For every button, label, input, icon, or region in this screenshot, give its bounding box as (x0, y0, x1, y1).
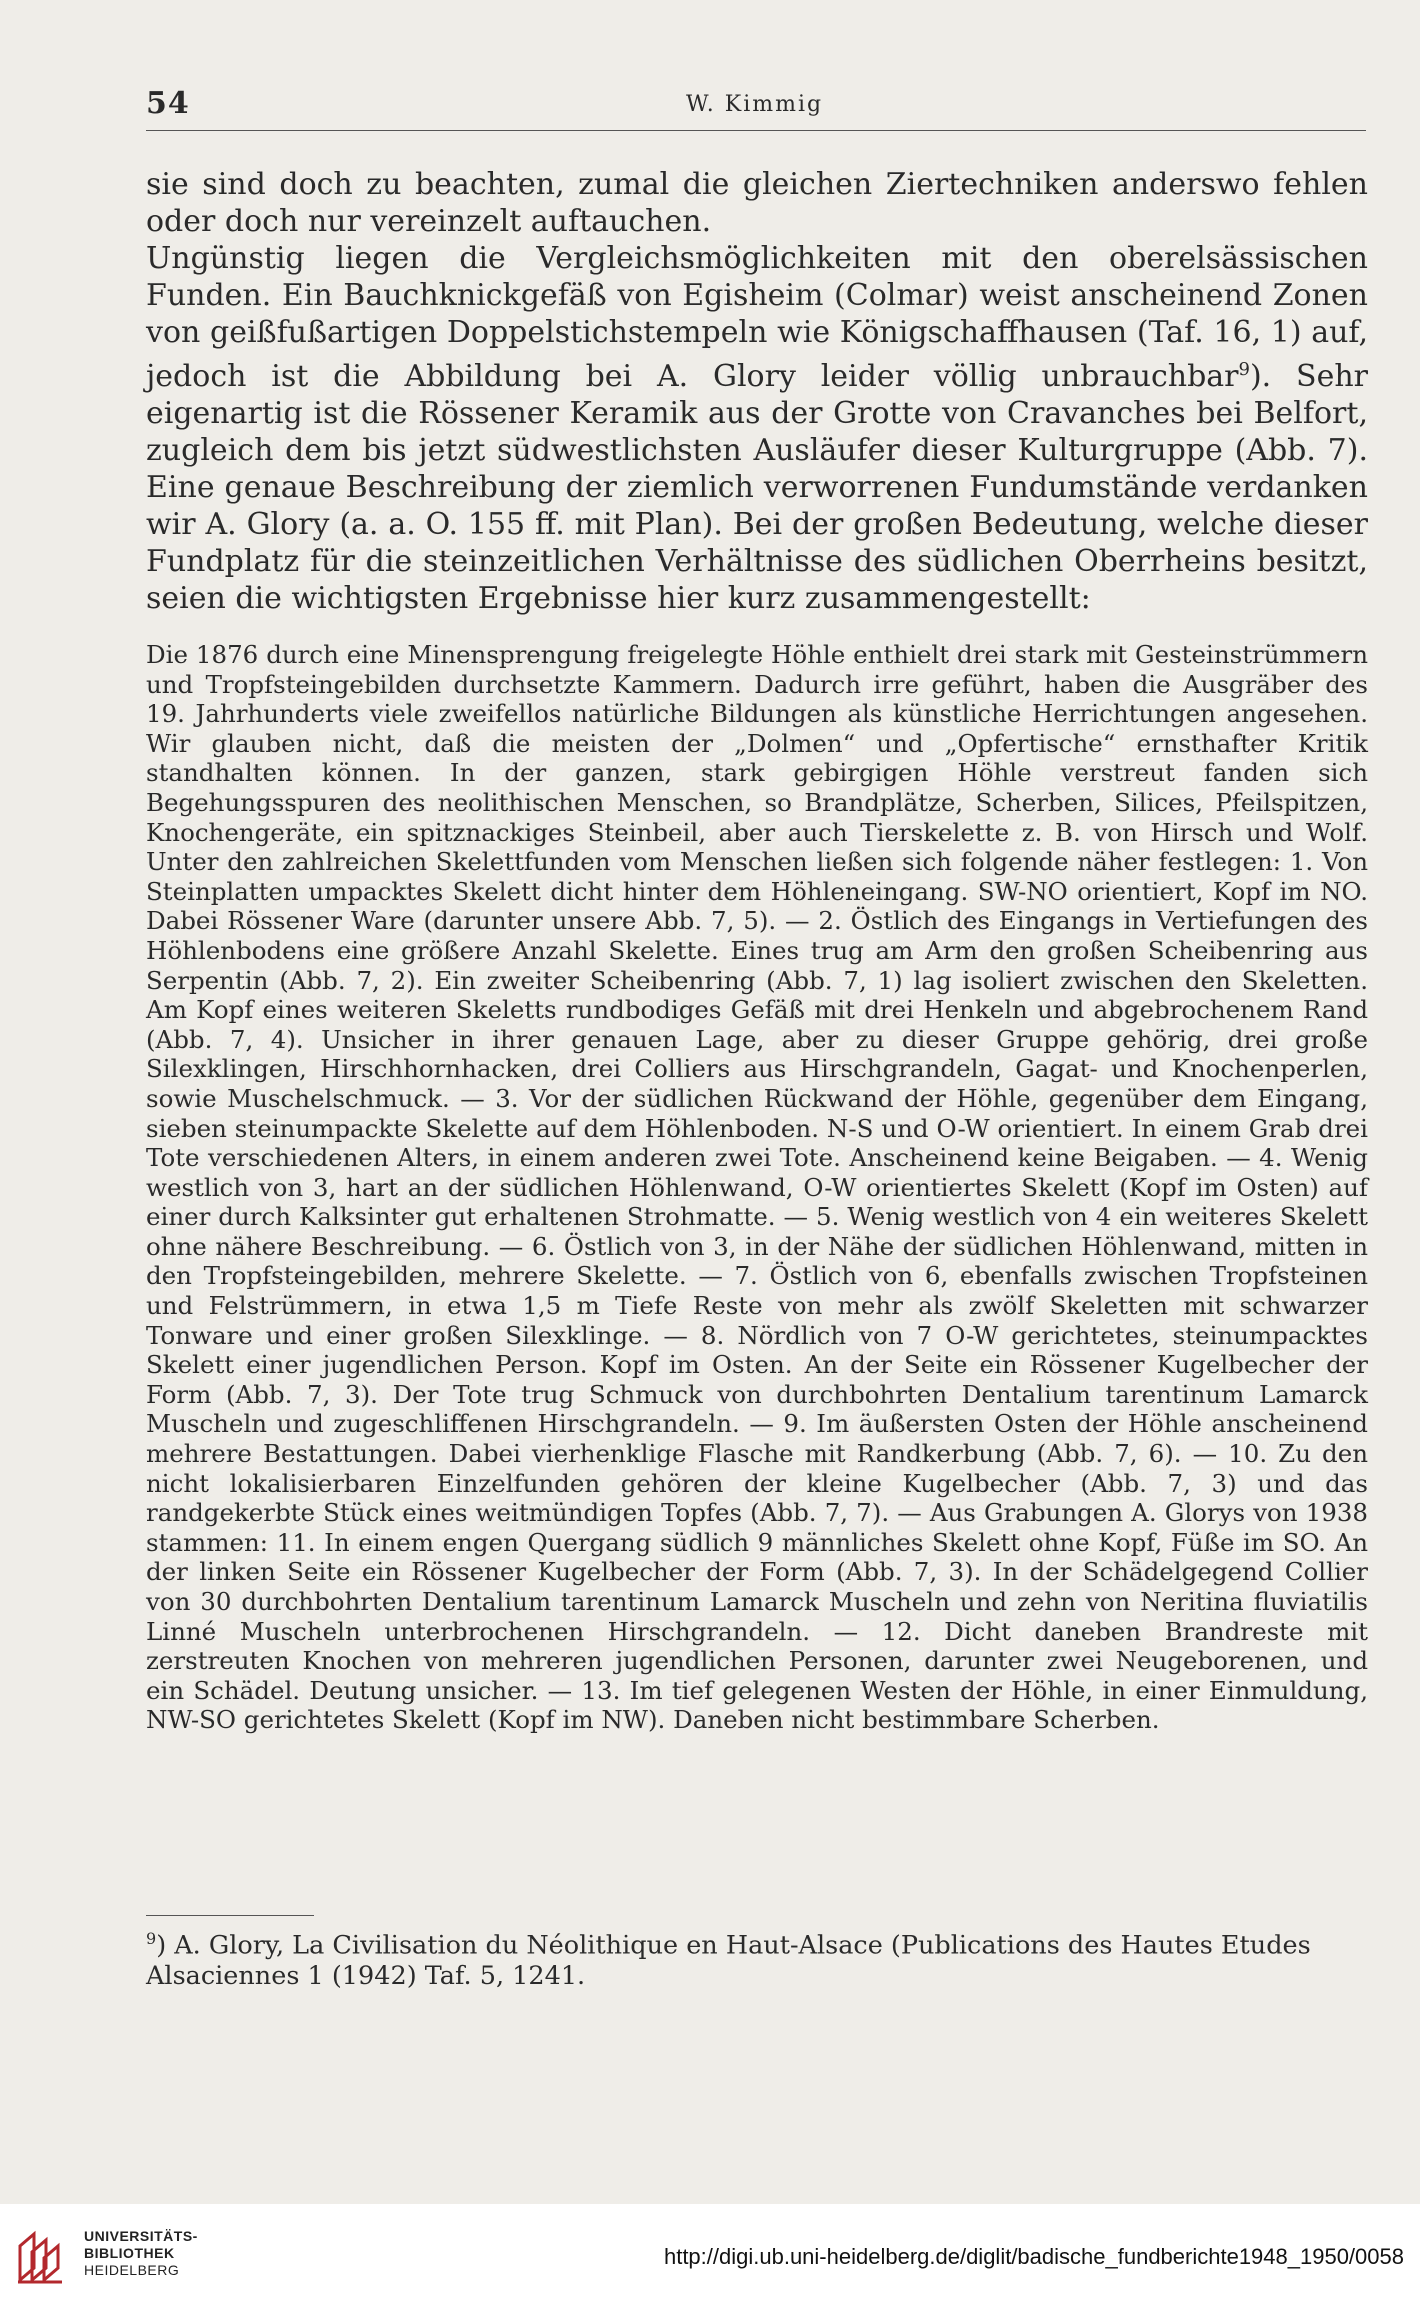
paragraph-text: ). Sehr eigenartig ist die Rössener Keramik aus der Grotte von Cravanches bei Belfort, zugleich dem bis jetzt südwestlichsten Ausläufer dieser Kulturgruppe (Abb. 7). Eine genaue Beschreibung der ziemlich verworrenen Fundumstände verdanken wir A. Glory (a. a. O. 155 ff. mit Plan). Bei der großen Bedeutung, welche dieser Fundplatz für die steinzeitlichen Verhältnisse des südlichen Oberrheins besitzt, seien die wichtigsten Ergebnisse hier kurz zusammengestellt: (146, 359, 1368, 616)
footnote-divider (146, 1915, 314, 1916)
footnote-mark: 9 (146, 1929, 157, 1948)
library-name-line: HEIDELBERG (84, 2262, 180, 2278)
paragraph (146, 240, 1368, 617)
footnote-reference[interactable]: 9 (1238, 359, 1250, 380)
page-header (146, 86, 1366, 131)
digitization-footer (0, 2204, 1420, 2310)
main-text (146, 166, 1368, 617)
university-library-logo-icon (14, 2228, 68, 2286)
source-url-link[interactable]: http://digi.ub.uni-heidelberg.de/diglit/badische_fundberichte1948_1950/0058 (663, 2244, 1404, 2269)
library-name-line: UNIVERSITÄTS- (84, 2228, 198, 2244)
paragraph: sie sind doch zu beachten, zumal die gleichen Ziertechniken anderswo fehlen oder doch nur vereinzelt auftauchen. (146, 167, 1368, 239)
page-number: 54 (146, 86, 190, 121)
small-print-paragraph: Die 1876 durch eine Minensprengung freigelegte Höhle enthielt drei stark mit Gesteinstrümmern und Tropfsteingebilden durchsetzte Kammern. Dadurch irre geführt, haben die Ausgräber des 19. Jahrhunderts viele zweifellos natürliche Bildungen als künstliche Herrichtungen angesehen. Wir glauben nicht, daß die meisten der „Dolmen“ und „Opfertische“ ernsthafter Kritik standhalten können. In der ganzen, stark gebirgigen Höhle verstreut fanden sich Begehungsspuren des neolithischen Menschen, so Brandplätze, Scherben, Silices, Pfeilspitzen, Knochengeräte, ein spitznackiges Steinbeil, aber auch Tierskelette z. B. von Hirsch und Wolf. Unter den zahlreichen Skelettfunden vom Menschen ließen sich folgende näher festlegen: 1. Von Steinplatten umpacktes Skelett dicht hinter dem Höhleneingang. SW-NO orientiert, Kopf im NO. Dabei Rössener Ware (darunter unsere Abb. 7, 5). — 2. Östlich des Eingangs in Vertiefungen des Höhlenbodens eine größere Anzahl Skelette. Eines trug am Arm den großen Scheibenring aus Serpentin (Abb. 7, 2). Ein zweiter Scheibenring (Abb. 7, 1) lag isoliert zwischen den Skeletten. Am Kopf eines weiteren Skeletts rundbodiges Gefäß mit drei Henkeln und abgebrochenem Rand (Abb. 7, 4). Unsicher in ihrer genauen Lage, aber zu dieser Gruppe gehörig, drei große Silexklingen, Hirschhornhacken, drei Colliers aus Hirschgrandeln, Gagat- und Knochenperlen, sowie Muschelschmuck. — 3. Vor der südlichen Rückwand der Höhle, gegenüber dem Eingang, sieben steinumpackte Skelette auf dem Höhlenboden. N-S und O-W orientiert. In einem Grab drei Tote verschiedenen Alters, in einem anderen zwei Tote. Anscheinend keine Beigaben. — 4. Wenig westlich von 3, hart an der südlichen Höhlenwand, O-W orientiertes Skelett (Kopf im Osten) auf einer durch Kalksinter gut erhaltenen Strohmatte. — 5. Wenig westlich von 4 ein weiteres Skelett ohne nähere Beschreibung. — 6. Östlich von 3, in der Nähe der südlichen Höhlenwand, mitten in den Tropfsteingebilden, mehrere Skelette. — 7. Östlich von 6, ebenfalls zwischen Tropfsteinen und Felstrümmern, in etwa 1,5 m Tiefe Reste von mehr als zwölf Skeletten mit schwarzer Tonware und einer großen Silexklinge. — 8. Nördlich von 7 O-W gerichtetes, steinumpacktes Skelett einer jugendlichen Person. Kopf im Osten. An der Seite ein Rössener Kugelbecher der Form (Abb. 7, 3). Der Tote trug Schmuck von durchbohrten Dentalium tarentinum Lamarck Muscheln und zugeschliffenen Hirschgrandeln. — 9. Im äußersten Osten der Höhle anscheinend mehrere Bestattungen. Dabei vierhenklige Flasche mit Randkerbung (Abb. 7, 6). — 10. Zu den nicht lokalisierbaren Einzelfunden gehören der kleine Kugelbecher (Abb. 7, 3) und das randgekerbte Stück eines weitmündigen Topfes (Abb. 7, 7). — Aus Grabungen A. Glorys von 1938 stammen: 11. In einem engen Quergang südlich 9 männliches Skelett ohne Kopf, Füße im SO. An der linken Seite ein Rössener Kugelbecher der Form (Abb. 7, 3). In der Schädelgegend Collier von 30 durchbohrten Dentalium tarentinum Lamarck Muscheln und zehn von Neritina fluviatilis Linné Muscheln unterbrochenen Hirschgrandeln. — 12. Dicht daneben Brandreste mit zerstreuten Knochen von mehreren jugendlichen Personen, darunter zwei Neugeborenen, und ein Schädel. Deutung unsicher. — 13. Im tief gelegenen Westen der Höhle, in einer Einmuldung, NW-SO gerichtetes Skelett (Kopf im NW). Daneben nicht bestimmbare Scherben. (146, 640, 1368, 1735)
library-name (84, 2228, 198, 2279)
running-head: W. Kimmig (686, 92, 824, 117)
excavation-report (146, 640, 1368, 1735)
footnote-text: ) A. Glory, La Civilisation du Néolithique en Haut-Alsace (Publications des Hautes Etudes Alsaciennes 1 (1942) Taf. 5, 1241. (146, 1930, 1311, 1991)
library-name-line: BIBLIOTHEK (84, 2245, 175, 2261)
footnote (146, 1924, 1368, 1991)
paragraph-text: Ungünstig liegen die Vergleichsmöglichkeiten mit den oberelsässischen Funden. Ein Bauchknickgefäß von Egisheim (Colmar) weist anscheinend Zonen von geißfußartigen Doppelstichstempeln wie Königschaffhausen (Taf. 16, 1) auf, jedoch ist die Abbildung bei A. Glory leider völlig unbrauchbar (146, 241, 1368, 394)
